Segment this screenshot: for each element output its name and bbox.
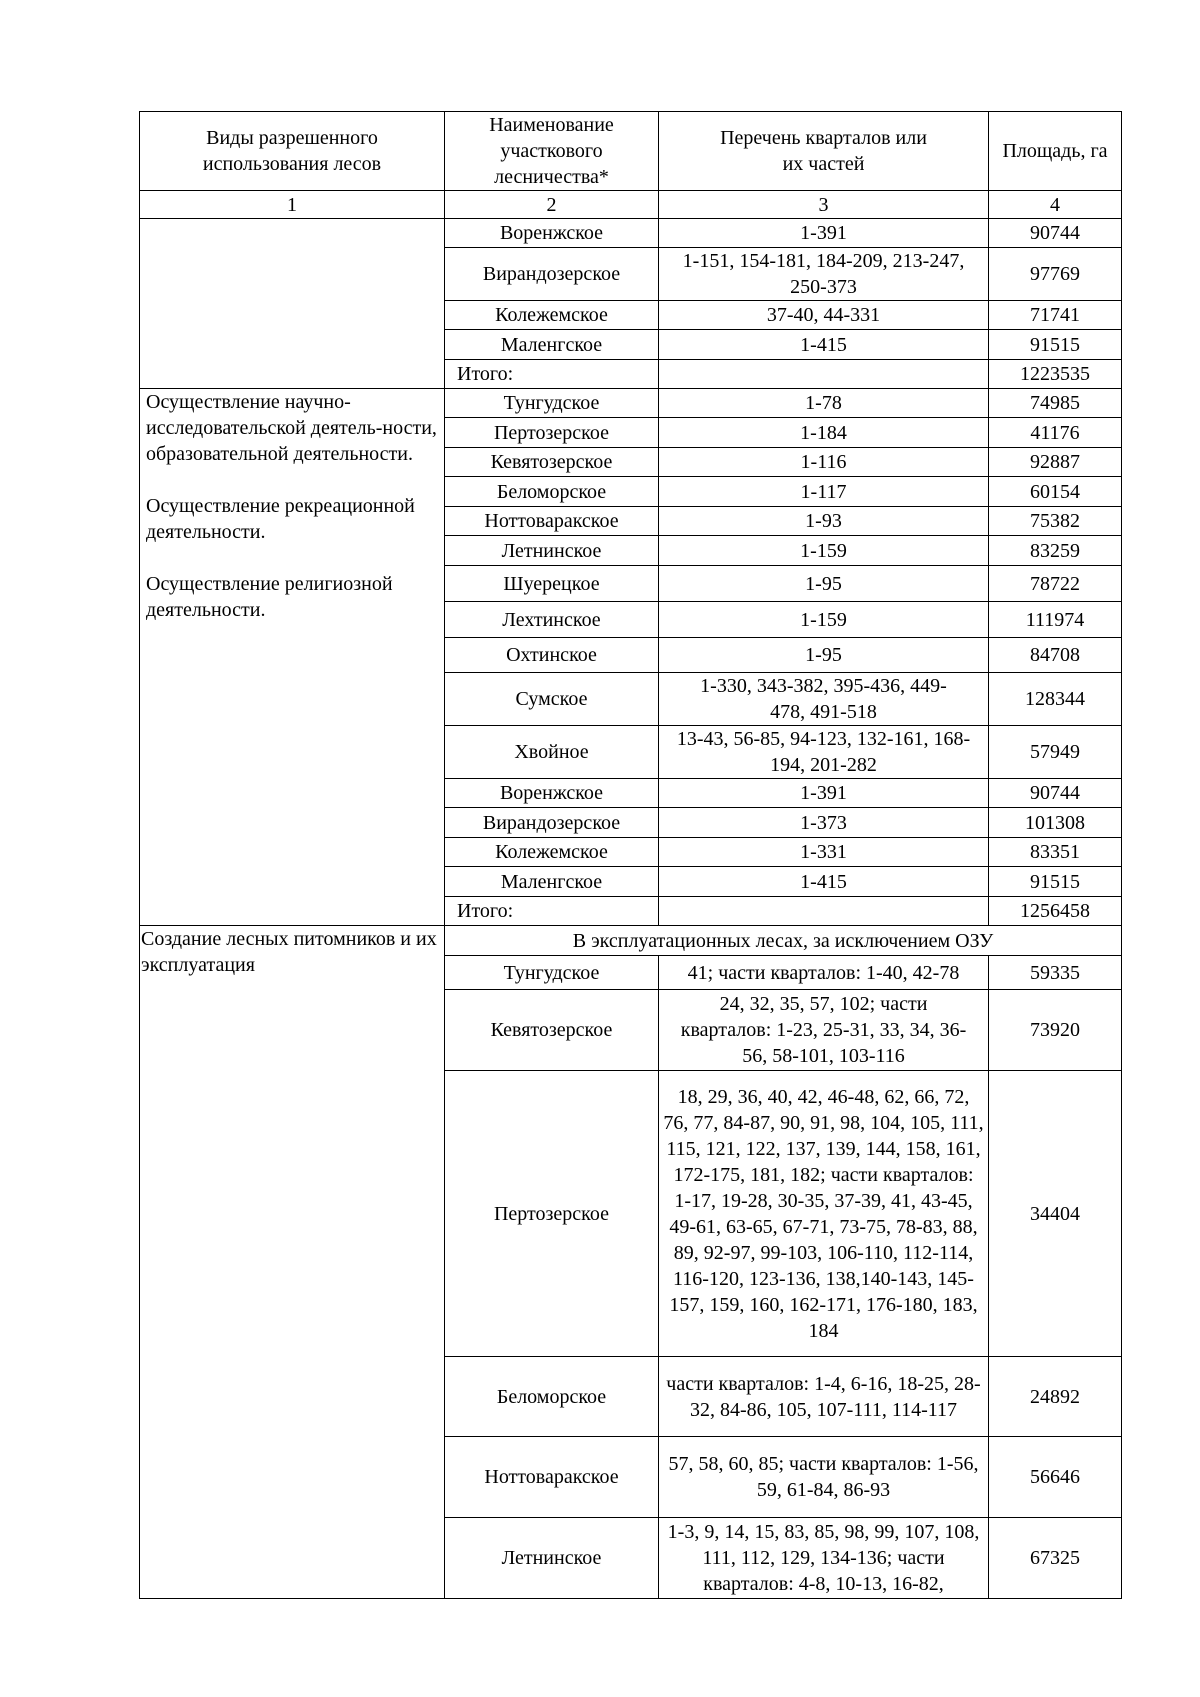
total-label: Итого: <box>445 897 659 926</box>
area-value: 92887 <box>989 448 1122 477</box>
area-value: 90744 <box>989 779 1122 808</box>
forestry-name: Кевятозерское <box>445 448 659 477</box>
total-area: 1223535 <box>989 360 1122 389</box>
quarters-list: 18, 29, 36, 40, 42, 46-48, 62, 66, 72, 76, 77, 84-87, 90, 91, 98, 104, 105, 111, 115, 121, 122, 137, 139, 144, 158, 161, 172-175, 181, 182; части кварталов: 1-17, 19-28, 30-35, 37-39, 41, 43-45, 49-61, 63-65, 67-71, 73-75, 78-83, 88, 89, 92-97, 99-103, 106-110, 112-114, 116-120, 123-136, 138,140-143, 145-157, 159, 160, 162-171, 176-180, 183, 184 <box>659 1071 989 1357</box>
forestry-name: Хвойное <box>445 726 659 779</box>
table-row <box>140 389 1122 418</box>
use-type-text: Осуществление научно-исследовательской деятель-ности, образовательной деятельности. <box>146 391 437 465</box>
quarters-list: части кварталов: 1-4, 6-16, 18-25, 28-32, 84-86, 105, 107-111, 114-117 <box>659 1357 989 1437</box>
area-value: 83259 <box>989 536 1122 566</box>
quarters-list: 1-93 <box>659 507 989 536</box>
forestry-name: Шуерецкое <box>445 566 659 602</box>
column-number: 4 <box>989 191 1122 219</box>
forestry-name: Маленгское <box>445 330 659 360</box>
forestry-name: Лехтинское <box>445 602 659 638</box>
forestry-name: Ноттоваракское <box>445 1437 659 1518</box>
use-type-text: Осуществление рекреационной деятельности. <box>146 495 415 543</box>
total-quarters-empty <box>659 360 989 389</box>
area-value: 84708 <box>989 638 1122 673</box>
area-value: 41176 <box>989 418 1122 448</box>
forestry-name: Сумское <box>445 673 659 726</box>
area-value: 74985 <box>989 389 1122 418</box>
quarters-list: 1-78 <box>659 389 989 418</box>
quarters-list: 1-116 <box>659 448 989 477</box>
area-value: 91515 <box>989 330 1122 360</box>
area-value: 90744 <box>989 219 1122 248</box>
forestry-name: Воренжское <box>445 779 659 808</box>
forestry-name: Тунгудское <box>445 389 659 418</box>
quarters-list: 1-415 <box>659 867 989 897</box>
column-number: 2 <box>445 191 659 219</box>
quarters-list: 1-95 <box>659 638 989 673</box>
area-value: 67325 <box>989 1518 1122 1599</box>
quarters-list: 1-151, 154-181, 184-209, 213-247, 250-373 <box>659 248 989 301</box>
forestry-name: Вирандозерское <box>445 808 659 838</box>
area-value: 91515 <box>989 867 1122 897</box>
quarters-list: 1-117 <box>659 477 989 507</box>
use-type-text: Создание лесных питомников и их эксплуатация <box>141 928 437 976</box>
forestry-name: Вирандозерское <box>445 248 659 301</box>
section-subheader: В эксплуатационных лесах, за исключением ОЗУ <box>445 926 1122 956</box>
forestry-name: Воренжское <box>445 219 659 248</box>
area-value: 59335 <box>989 956 1122 990</box>
area-value: 111974 <box>989 602 1122 638</box>
forestry-name: Летнинское <box>445 536 659 566</box>
area-value: 34404 <box>989 1071 1122 1357</box>
quarters-list: 1-331 <box>659 838 989 867</box>
quarters-list: 57, 58, 60, 85; части кварталов: 1-56, 59, 61-84, 86-93 <box>659 1437 989 1518</box>
quarters-list: 13-43, 56-85, 94-123, 132-161, 168-194, 201-282 <box>659 726 989 779</box>
area-value: 78722 <box>989 566 1122 602</box>
quarters-list: 1-391 <box>659 779 989 808</box>
area-value: 75382 <box>989 507 1122 536</box>
area-value: 73920 <box>989 990 1122 1071</box>
forestry-name: Маленгское <box>445 867 659 897</box>
quarters-list: 37-40, 44-331 <box>659 301 989 330</box>
header-row <box>140 112 1122 191</box>
area-value: 71741 <box>989 301 1122 330</box>
column-number: 3 <box>659 191 989 219</box>
area-value: 60154 <box>989 477 1122 507</box>
header-quarters: Перечень кварталов или их частей <box>659 112 989 191</box>
total-label: Итого: <box>445 360 659 389</box>
area-value: 57949 <box>989 726 1122 779</box>
use-type-cell <box>140 389 445 926</box>
area-value: 56646 <box>989 1437 1122 1518</box>
forestry-name: Тунгудское <box>445 956 659 990</box>
total-area: 1256458 <box>989 897 1122 926</box>
forestry-name: Колежемское <box>445 301 659 330</box>
forestry-name: Ноттоваракское <box>445 507 659 536</box>
quarters-list: 1-391 <box>659 219 989 248</box>
use-type-text: Осуществление религиозной деятельности. <box>146 573 393 621</box>
column-number: 1 <box>140 191 445 219</box>
forest-use-table <box>139 111 1122 1599</box>
use-type-cell-empty <box>140 219 445 389</box>
area-value: 128344 <box>989 673 1122 726</box>
header-area: Площадь, га <box>989 112 1122 191</box>
quarters-list: 41; части кварталов: 1-40, 42-78 <box>659 956 989 990</box>
area-value: 101308 <box>989 808 1122 838</box>
header-forestry-name: Наименование участкового лесничества* <box>445 112 659 191</box>
quarters-list: 1-184 <box>659 418 989 448</box>
forestry-name: Пертозерское <box>445 1071 659 1357</box>
forestry-name: Колежемское <box>445 838 659 867</box>
area-value: 83351 <box>989 838 1122 867</box>
column-number-row <box>140 191 1122 219</box>
forestry-name: Кевятозерское <box>445 990 659 1071</box>
header-use-type: Виды разрешенного использования лесов <box>140 112 445 191</box>
quarters-list: 1-373 <box>659 808 989 838</box>
quarters-list: 1-95 <box>659 566 989 602</box>
table-row <box>140 219 1122 248</box>
subheader-row <box>140 926 1122 956</box>
forestry-name: Беломорское <box>445 477 659 507</box>
forestry-name: Охтинское <box>445 638 659 673</box>
area-value: 24892 <box>989 1357 1122 1437</box>
quarters-list: 1-3, 9, 14, 15, 83, 85, 98, 99, 107, 108, 111, 112, 129, 134-136; части кварталов: 4-8, 10-13, 16-82, <box>659 1518 989 1599</box>
quarters-list: 1-415 <box>659 330 989 360</box>
quarters-list: 1-330, 343-382, 395-436, 449-478, 491-518 <box>659 673 989 726</box>
forestry-name: Пертозерское <box>445 418 659 448</box>
use-type-cell <box>140 926 445 1599</box>
quarters-list: 1-159 <box>659 536 989 566</box>
forestry-name: Беломорское <box>445 1357 659 1437</box>
quarters-list: 1-159 <box>659 602 989 638</box>
quarters-list: 24, 32, 35, 57, 102; части кварталов: 1-23, 25-31, 33, 34, 36-56, 58-101, 103-116 <box>659 990 989 1071</box>
forestry-name: Летнинское <box>445 1518 659 1599</box>
total-quarters-empty <box>659 897 989 926</box>
area-value: 97769 <box>989 248 1122 301</box>
